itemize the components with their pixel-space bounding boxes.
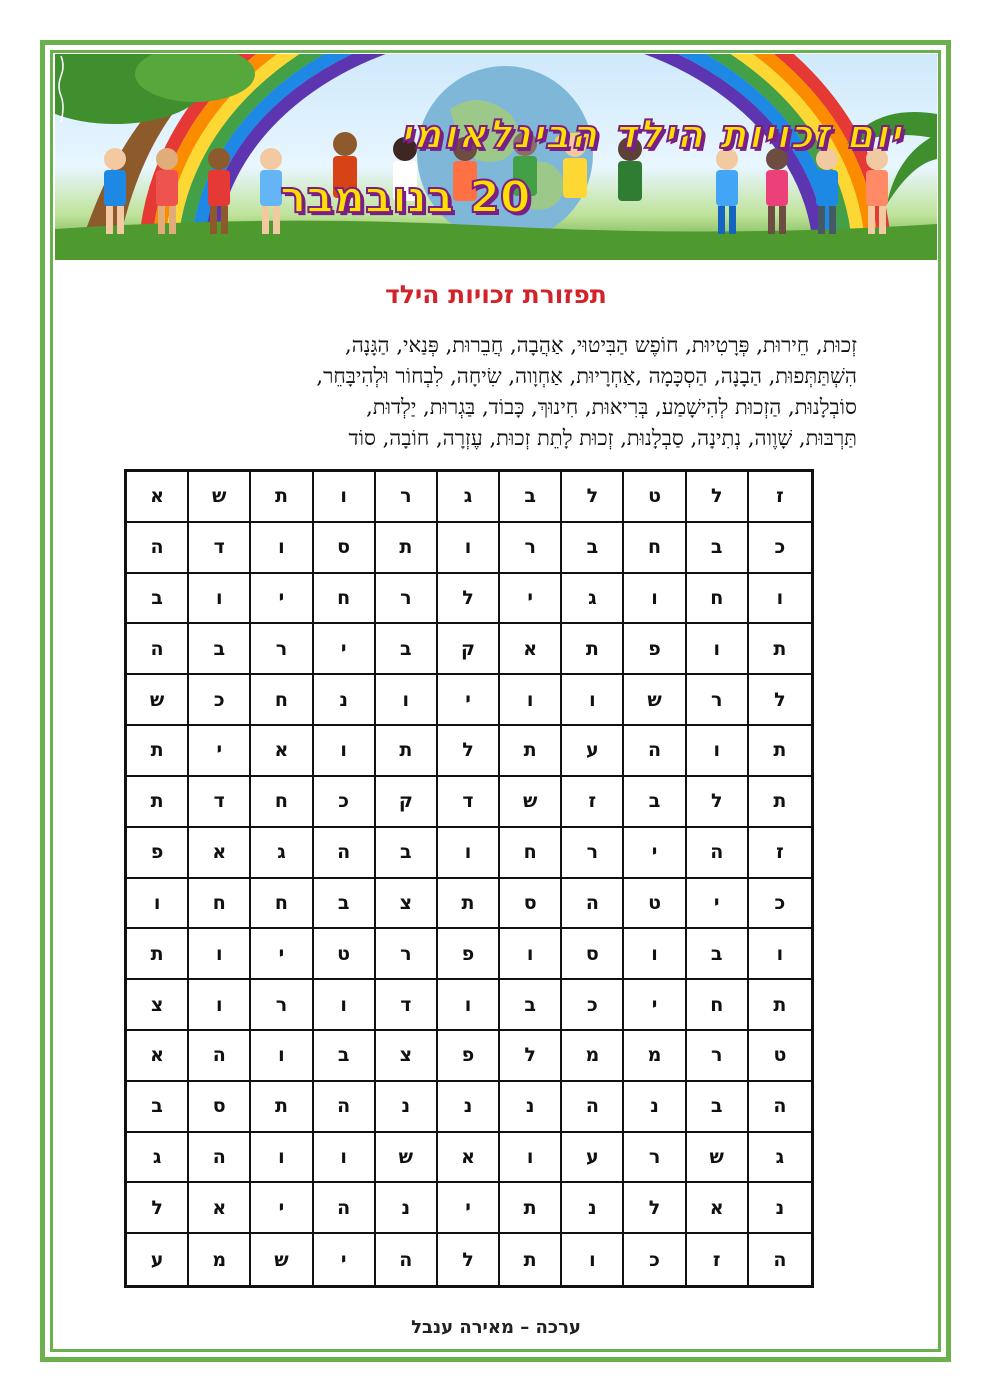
grid-cell[interactable]: ת xyxy=(251,1082,313,1133)
grid-cell[interactable]: ט xyxy=(314,929,376,980)
grid-cell[interactable]: ה xyxy=(189,1031,251,1082)
grid-cell[interactable]: ת xyxy=(127,777,189,828)
grid-cell[interactable]: פ xyxy=(624,624,686,675)
word-list-line: הִשְׁתַּתְּפוּת, הַבָנָה, הַסְכָּמָה ,אַחְרָיוּת, אַחְוָוה, שִׂיחָה, לִבְחוֹר וּלְהִיבָּחֵר, xyxy=(316,364,857,388)
grid-cell[interactable]: פ xyxy=(438,929,500,980)
grid-cell[interactable]: ז xyxy=(562,777,624,828)
grid-cell[interactable]: ש xyxy=(251,1234,313,1285)
grid-cell[interactable]: ב xyxy=(127,1082,189,1133)
grid-cell[interactable]: ל xyxy=(687,777,749,828)
grid-cell[interactable]: ו xyxy=(500,675,562,726)
grid-cell[interactable]: ח xyxy=(687,980,749,1031)
grid-cell[interactable]: ת xyxy=(749,624,811,675)
grid-cell[interactable]: ת xyxy=(749,980,811,1031)
grid-cell[interactable]: ו xyxy=(500,1133,562,1184)
grid-cell[interactable]: ל xyxy=(127,1183,189,1234)
banner-title: יום זכויות הילד הבינלאומי xyxy=(400,112,902,158)
grid-cell[interactable]: ש xyxy=(500,777,562,828)
grid-cell[interactable]: ג xyxy=(251,828,313,879)
grid-cell[interactable]: ת xyxy=(562,624,624,675)
grid-cell[interactable]: ט xyxy=(749,1031,811,1082)
grid-cell[interactable]: ת xyxy=(376,523,438,574)
grid-cell[interactable]: ש xyxy=(376,1133,438,1184)
grid-cell[interactable]: כ xyxy=(624,1234,686,1285)
grid-cell[interactable]: ר xyxy=(376,574,438,625)
grid-cell[interactable]: נ xyxy=(376,1082,438,1133)
grid-cell[interactable]: ו xyxy=(624,929,686,980)
banner-date: 20 בנובמבר xyxy=(280,172,531,223)
letter-grid xyxy=(124,469,814,1288)
grid-cell[interactable]: ה xyxy=(687,828,749,879)
grid-cell[interactable]: ה xyxy=(314,1183,376,1234)
grid-cell[interactable]: י xyxy=(251,1183,313,1234)
grid-cell[interactable]: ב xyxy=(562,523,624,574)
grid-cell[interactable]: ו xyxy=(438,523,500,574)
grid-cell[interactable]: ר xyxy=(376,929,438,980)
grid-cell[interactable]: נ xyxy=(749,1183,811,1234)
grid-cell[interactable]: א xyxy=(189,1183,251,1234)
grid-cell[interactable]: י xyxy=(500,574,562,625)
grid-cell[interactable]: ח xyxy=(687,574,749,625)
grid-cell[interactable]: י xyxy=(314,624,376,675)
grid-cell[interactable]: ז xyxy=(687,1234,749,1285)
grid-cell[interactable]: ק xyxy=(438,624,500,675)
grid-cell[interactable]: ר xyxy=(251,624,313,675)
grid-cell[interactable]: ה xyxy=(562,1082,624,1133)
grid-cell[interactable]: פ xyxy=(127,828,189,879)
banner xyxy=(55,54,937,260)
grid-cell[interactable]: ע xyxy=(562,726,624,777)
grid-cell[interactable]: ב xyxy=(127,574,189,625)
grid-cell[interactable]: ה xyxy=(562,879,624,930)
grid-cell[interactable]: ר xyxy=(624,1133,686,1184)
grid-cell[interactable]: א xyxy=(500,624,562,675)
grid-cell[interactable]: נ xyxy=(562,1183,624,1234)
grid-cell[interactable]: ו xyxy=(189,929,251,980)
grid-cell[interactable]: ד xyxy=(189,777,251,828)
grid-cell[interactable]: ו xyxy=(251,1133,313,1184)
grid-cell[interactable]: ר xyxy=(687,1031,749,1082)
grid-cell[interactable]: ש xyxy=(624,675,686,726)
grid-cell[interactable]: ב xyxy=(687,929,749,980)
grid-cell[interactable]: נ xyxy=(376,1183,438,1234)
grid-cell[interactable]: א xyxy=(127,1031,189,1082)
grid-cell[interactable]: נ xyxy=(314,675,376,726)
grid-cell[interactable]: ה xyxy=(314,1082,376,1133)
grid-cell[interactable]: ת xyxy=(749,777,811,828)
grid-cell[interactable]: ג xyxy=(562,574,624,625)
grid-cell[interactable]: י xyxy=(438,675,500,726)
grid-cell[interactable]: ו xyxy=(314,980,376,1031)
grid-cell[interactable]: ו xyxy=(624,574,686,625)
grid-cell[interactable]: ב xyxy=(314,879,376,930)
grid-cell[interactable]: צ xyxy=(376,879,438,930)
grid-cell[interactable]: ו xyxy=(562,1234,624,1285)
grid-cell[interactable]: ח xyxy=(500,828,562,879)
grid-cell[interactable]: ח xyxy=(314,574,376,625)
grid-cell[interactable]: ד xyxy=(189,523,251,574)
grid-cell[interactable]: ח xyxy=(251,777,313,828)
grid-cell[interactable]: ה xyxy=(189,1133,251,1184)
grid-cell[interactable]: ו xyxy=(562,675,624,726)
grid-cell[interactable]: ת xyxy=(500,726,562,777)
grid-cell[interactable]: ח xyxy=(624,523,686,574)
grid-cell[interactable]: ה xyxy=(127,523,189,574)
grid-cell[interactable]: ת xyxy=(438,879,500,930)
grid-cell[interactable]: ס xyxy=(500,879,562,930)
puzzle-title: תפזורת זכויות הילד xyxy=(385,280,607,309)
grid-cell[interactable]: כ xyxy=(749,523,811,574)
grid-cell[interactable]: ד xyxy=(438,777,500,828)
grid-cell[interactable]: נ xyxy=(500,1082,562,1133)
grid-cell[interactable]: ת xyxy=(500,1183,562,1234)
grid-cell[interactable]: ו xyxy=(687,726,749,777)
grid-cell[interactable]: ט xyxy=(624,472,686,523)
grid-cell[interactable]: ט xyxy=(624,879,686,930)
grid-cell[interactable]: ס xyxy=(314,523,376,574)
grid-cell[interactable]: י xyxy=(251,574,313,625)
grid-cell[interactable]: ז xyxy=(749,828,811,879)
grid-cell[interactable]: ת xyxy=(376,726,438,777)
grid-cell[interactable]: ו xyxy=(251,1031,313,1082)
grid-cell[interactable]: י xyxy=(189,726,251,777)
grid-cell[interactable]: ל xyxy=(749,675,811,726)
grid-cell[interactable]: ב xyxy=(314,1031,376,1082)
grid-cell[interactable]: מ xyxy=(562,1031,624,1082)
grid-cell[interactable]: א xyxy=(251,726,313,777)
grid-cell[interactable]: ח xyxy=(251,675,313,726)
grid-cell[interactable]: ר xyxy=(500,523,562,574)
grid-cell[interactable]: ת xyxy=(251,472,313,523)
grid-cell[interactable]: כ xyxy=(562,980,624,1031)
grid-cell[interactable]: ח xyxy=(189,879,251,930)
grid-cell[interactable]: ב xyxy=(376,828,438,879)
grid-cell[interactable]: ד xyxy=(376,980,438,1031)
grid-cell[interactable]: כ xyxy=(749,879,811,930)
grid-cell[interactable]: ו xyxy=(438,980,500,1031)
grid-cell[interactable]: ל xyxy=(624,1183,686,1234)
grid-cell[interactable]: ו xyxy=(127,879,189,930)
grid-cell[interactable]: י xyxy=(687,879,749,930)
grid-cell[interactable]: א xyxy=(127,472,189,523)
word-list xyxy=(130,330,857,454)
grid-cell[interactable]: ת xyxy=(500,1234,562,1285)
grid-cell[interactable]: ל xyxy=(687,472,749,523)
grid-cell[interactable]: ש xyxy=(127,675,189,726)
grid-cell[interactable]: ה xyxy=(773,1248,787,1271)
word-list-line: סוֹבְלָנוּת, הַזְכוּת לְהִישָׁמַע, בְּרִיאוּת, חִינוּךְ, כָּבוֹד, בַּגְרוּת, יַלְדוּת, xyxy=(366,395,857,419)
grid-cell[interactable]: י xyxy=(624,980,686,1031)
grid-cell[interactable]: ל xyxy=(438,574,500,625)
grid-cell[interactable]: ו xyxy=(749,929,811,980)
grid-cell[interactable]: ת xyxy=(127,726,189,777)
grid-cell[interactable]: ו xyxy=(500,929,562,980)
grid-cell[interactable]: י xyxy=(438,1183,500,1234)
grid-cell[interactable]: ב xyxy=(687,523,749,574)
grid-cell[interactable]: כ xyxy=(189,675,251,726)
grid-cell[interactable]: ל xyxy=(438,726,500,777)
grid-cell[interactable]: ו xyxy=(314,472,376,523)
grid-cell[interactable]: א xyxy=(687,1183,749,1234)
grid-cell[interactable]: צ xyxy=(376,1031,438,1082)
grid-cell[interactable]: ב xyxy=(376,624,438,675)
grid-cell[interactable]: ה xyxy=(376,1234,438,1285)
grid-cell[interactable]: פ xyxy=(438,1031,500,1082)
grid-cell[interactable]: ש xyxy=(189,472,251,523)
grid-cell[interactable]: ג xyxy=(749,1133,811,1184)
word-list-line: זְכוּת, חֵירוּת, פְּרָטִיוּת, חוֹפֶש הַבִּיטוּי, אַהֲבָה, חֲבֵרוּת, פְּנַאי, הַגָּנָה, xyxy=(345,333,857,357)
grid-cell[interactable]: ר xyxy=(687,675,749,726)
grid-cell[interactable]: ב xyxy=(500,980,562,1031)
grid-cell[interactable]: ז xyxy=(749,472,811,523)
grid-cell[interactable]: ת xyxy=(749,726,811,777)
grid-cell[interactable]: ל xyxy=(500,1031,562,1082)
grid-cell[interactable]: נ xyxy=(624,1082,686,1133)
grid-cell[interactable]: נ xyxy=(438,1082,500,1133)
grid-cell[interactable]: ו xyxy=(376,675,438,726)
grid-cell[interactable]: י xyxy=(251,929,313,980)
grid-cell[interactable]: ה xyxy=(314,828,376,879)
word-list-line: תַּרְבּוּת, שָׁוֶוה, נְתִינָה, סַבְלָנוּת, זְכוּת לָתֵת זְכוּת, עֶזְרָה, חוֹבָה, סוֹד xyxy=(348,426,857,450)
grid-cell[interactable]: י xyxy=(624,828,686,879)
grid-cell[interactable]: ר xyxy=(562,828,624,879)
grid-cell[interactable]: ו xyxy=(749,574,811,625)
grid-cell[interactable]: י xyxy=(314,1234,376,1285)
grid-cell[interactable]: א xyxy=(189,828,251,879)
grid-cell[interactable]: ל xyxy=(438,1234,500,1285)
grid-cell[interactable]: א xyxy=(438,1133,500,1184)
grid-cell[interactable]: כ xyxy=(314,777,376,828)
grid-cell[interactable]: ו xyxy=(438,828,500,879)
grid-cell[interactable]: ה xyxy=(127,624,189,675)
grid-cell[interactable]: ח xyxy=(251,879,313,930)
grid-cell[interactable]: ב xyxy=(500,472,562,523)
grid-cell[interactable]: ו xyxy=(189,980,251,1031)
grid-cell[interactable]: ס xyxy=(189,1082,251,1133)
grid-cell[interactable]: ר xyxy=(251,980,313,1031)
grid-cell[interactable]: ת xyxy=(127,929,189,980)
grid-cell[interactable]: ו xyxy=(314,726,376,777)
grid-cell[interactable]: ו xyxy=(687,624,749,675)
grid-cell[interactable]: מ xyxy=(624,1031,686,1082)
grid-cell[interactable]: ס xyxy=(562,929,624,980)
grid-cell[interactable]: ע xyxy=(562,1133,624,1184)
grid-cell[interactable]: ק xyxy=(376,777,438,828)
credit-footer: ערכה – מאירה ענבל xyxy=(411,1317,581,1338)
grid-cell[interactable]: ש xyxy=(687,1133,749,1184)
grid-cell[interactable]: ג xyxy=(127,1133,189,1184)
grid-cell[interactable]: ה xyxy=(624,726,686,777)
grid-cell[interactable]: ב xyxy=(687,1082,749,1133)
grid-cell[interactable]: ב xyxy=(189,624,251,675)
grid-cell[interactable]: ו xyxy=(251,523,313,574)
grid-cell[interactable]: ר xyxy=(376,472,438,523)
grid-cell[interactable]: מ xyxy=(189,1234,251,1285)
grid-cell[interactable]: ע xyxy=(127,1234,189,1285)
grid-cell[interactable]: ג xyxy=(438,472,500,523)
grid-cell[interactable]: צ xyxy=(127,980,189,1031)
grid-cell[interactable]: ה xyxy=(749,1082,811,1133)
grid-cell[interactable]: ב xyxy=(624,777,686,828)
grid-cell[interactable]: ו xyxy=(314,1133,376,1184)
signature-mark xyxy=(55,54,67,124)
grid-cell[interactable]: ו xyxy=(189,574,251,625)
grid-cell[interactable]: ל xyxy=(562,472,624,523)
